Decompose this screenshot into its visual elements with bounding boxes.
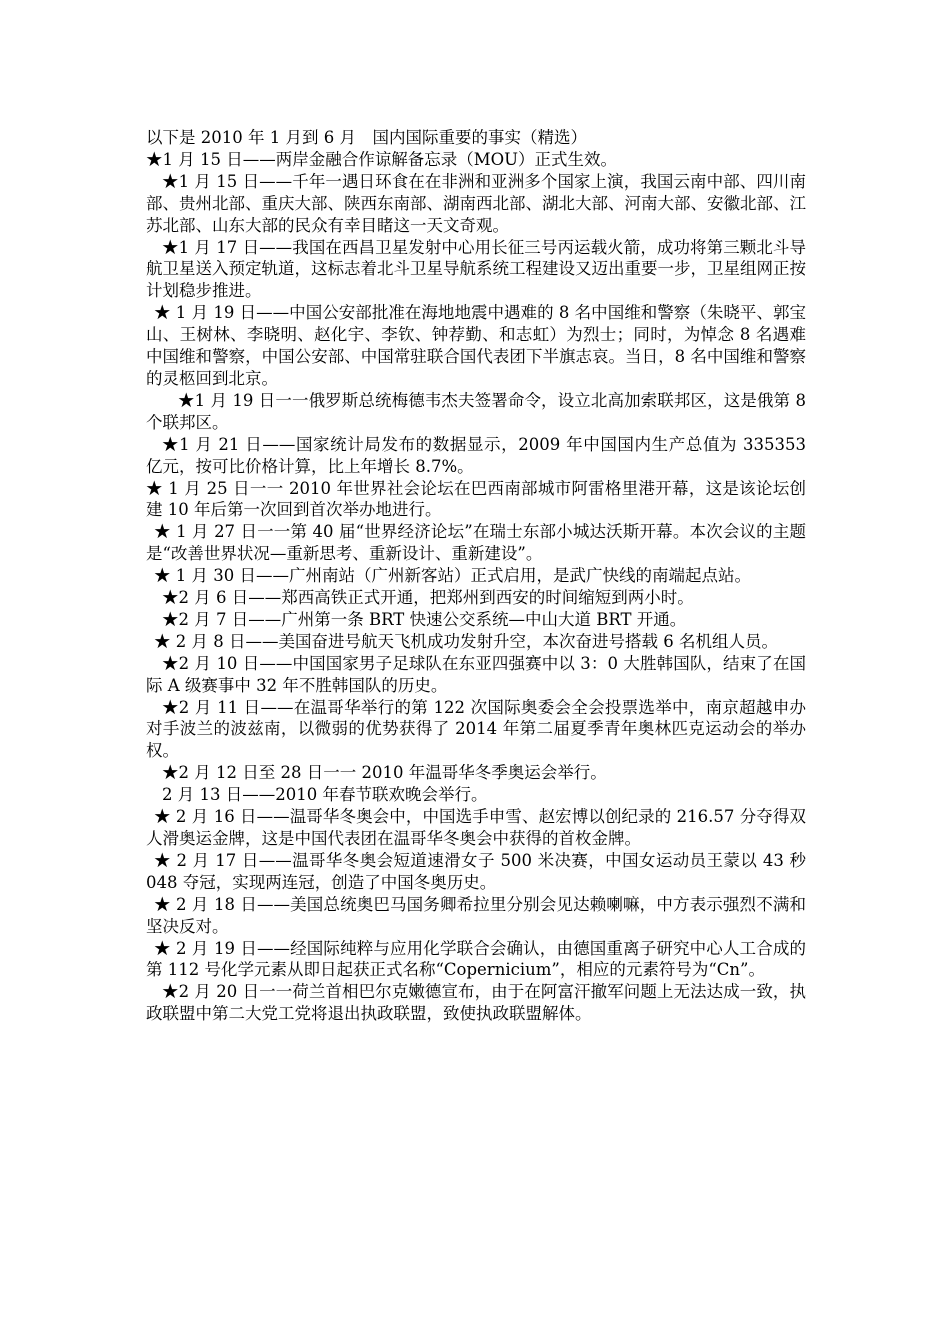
event-item: ★ 1 月 30 日——广州南站（广州新客站）正式启用，是武广快线的南端起点站。 [154, 566, 751, 586]
event-item: ★1 月 15 日——千年一遇日环食在在非洲和亚洲多个国家上演，我国云南中部、四川南部、贵州北部、重庆大部、陕西东南部、湖南西北部、湖北大部、河南大部、安徽北部、江苏北部、山东大部的民众有幸目睹这一天文奇观。 [146, 171, 806, 235]
event-item: ★2 月 11 日——在温哥华举行的第 122 次国际奥委会全会投票选举中，南京超越申办对手波兰的波兹南，以微弱的优势获得了 2014 年第二届夏季青年奥林匹克运动会的举办权。 [146, 697, 806, 761]
event-item: ★2 月 12 日至 28 日一一 2010 年温哥华冬季奥运会举行。 [162, 763, 607, 783]
event-item: ★ 1 月 25 日一一 2010 年世界社会论坛在巴西南部城市阿雷格里港开幕，这是该论坛创建 10 年后第一次回到首次举办地进行。 [146, 478, 806, 520]
event-item: 2 月 13 日——2010 年春节联欢晚会举行。 [162, 785, 488, 805]
event-item: ★ 2 月 17 日——温哥华冬奥会短道速滑女子 500 米决赛，中国女运动员王蒙以 43 秒 048 夺冠，实现两连冠，创造了中国冬奥历史。 [146, 850, 806, 892]
event-item: ★2 月 6 日——郑西高铁正式开通，把郑州到西安的时间缩短到两小时。 [162, 588, 694, 608]
document-intro: 以下是 2010 年 1 月到 6 月 国内国际重要的事实（精选） [146, 128, 587, 147]
event-item: ★ 1 月 19 日——中国公安部批准在海地地震中遇难的 8 名中国维和警察（朱晓平、郭宝山、王树林、李晓明、赵化宇、李钦、钟荐勤、和志虹）为烈士；同时，为悼念 8 名遇难中国维和警察，中国公安部、中国常驻联合国代表团下半旗志哀。当日，8 名中国维和警察的灵柩回到北京。 [146, 303, 806, 388]
event-item: ★1 月 15 日——两岸金融合作谅解备忘录（MOU）正式生效。 [146, 149, 618, 169]
event-item: ★ 1 月 27 日一一第 40 届“世界经济论坛”在瑞士东部小城达沃斯开幕。本次会议的主题是“改善世界状况—重新思考、重新设计、重新建设”。 [146, 522, 806, 564]
event-item: ★ 2 月 8 日——美国奋进号航天飞机成功发射升空，本次奋进号搭载 6 名机组人员。 [154, 631, 778, 651]
event-item: ★ 2 月 16 日——温哥华冬奥会中，中国选手申雪、赵宏博以创纪录的 216.57 分夺得双人滑奥运金牌，这是中国代表团在温哥华冬奥会中获得的首枚金牌。 [146, 807, 806, 848]
event-item: ★1 月 21 日——国家统计局发布的数据显示，2009 年中国国内生产总值为 335353 亿元，按可比价格计算，比上年增长 8.7%。 [146, 434, 806, 476]
event-item: ★ 2 月 18 日——美国总统奥巴马国务卿希拉里分别会见达赖喇嘛，中方表示强烈不满和坚决反对。 [146, 894, 806, 936]
event-item: ★1 月 19 日一一俄罗斯总统梅德韦杰夫签署命令，设立北高加索联邦区，这是俄第 8 个联邦区。 [146, 390, 806, 432]
event-item: ★2 月 20 日一一荷兰首相巴尔克嫩德宣布，由于在阿富汗撤军问题上无法达成一致，执政联盟中第二大党工党将退出执政联盟，致使执政联盟解体。 [146, 982, 806, 1024]
event-item: ★ 2 月 19 日——经国际纯粹与应用化学联合会确认，由德国重离子研究中心人工合成的第 112 号化学元素从即日起获正式名称“Copernicium”，相应的元素符号为“Cn”。 [146, 938, 806, 980]
event-item: ★2 月 10 日——中国国家男子足球队在东亚四强赛中以 3：0 大胜韩国队，结束了在国际 A 级赛事中 32 年不胜韩国队的历史。 [146, 653, 806, 695]
event-item: ★2 月 7 日——广州第一条 BRT 快速公交系统—中山大道 BRT 开通。 [162, 609, 687, 629]
document-body [146, 127, 806, 1025]
event-item: ★1 月 17 日——我国在西昌卫星发射中心用长征三号丙运载火箭，成功将第三颗北斗导航卫星送入预定轨道，这标志着北斗卫星导航系统工程建设又迈出重要一步，卫星组网正按计划稳步推进。 [146, 237, 806, 301]
